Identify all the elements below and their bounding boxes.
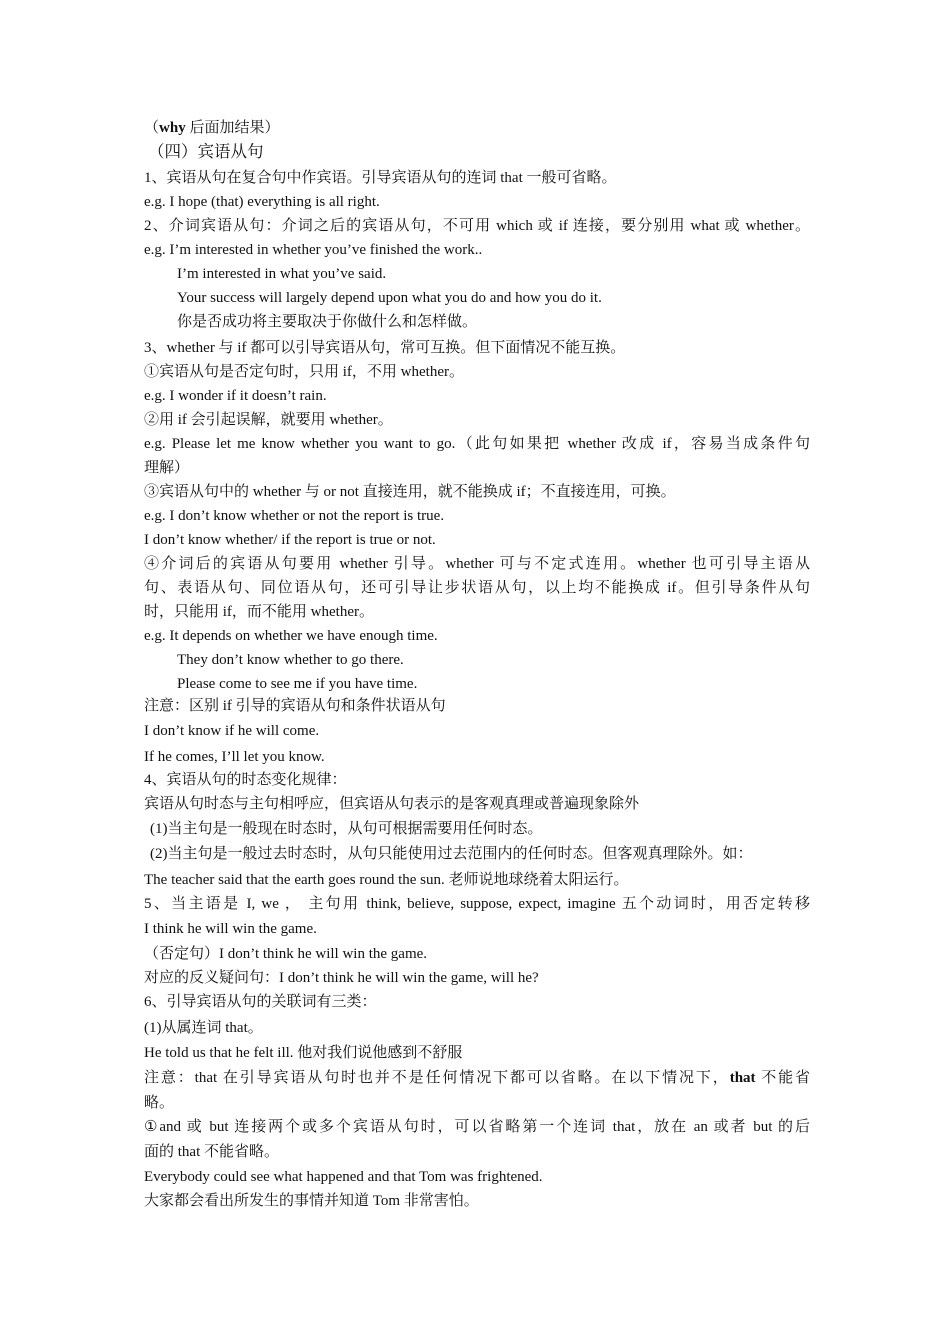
rule-line: ②用 if 会引起误解，就要用 whether。 [144,412,393,428]
example-line: e.g. Please let me know whether you want to go.（此句如果把 whether 改成 if，容易当成条件句 [144,436,810,452]
rule-line: ①宾语从句是否定句时，只用 if，不用 whether。 [144,364,464,380]
bold-why: why [159,120,186,136]
rule-line: ④介词后的宾语从句要用 whether 引导。whether 可与不定式连用。whether 也可引导主语从 [144,556,810,572]
rule-line: ①and 或 but 连接两个或多个宾语从句时，可以省略第一个连词 that，放在 an 或者 but 的后 [144,1119,810,1135]
note-prefix: 注意：that 在引导宾语从句时也并不是任何情况下都可以省略。在以下情况下， [144,1070,730,1086]
example-line: e.g. I don’t know whether or not the report is true. [144,508,445,524]
example-line: I don’t know if he will come. [144,723,320,739]
note-why-result: （why 后面加结果） [144,120,280,136]
example-line: 对应的反义疑问句：I don’t think he will win the game, will he? [144,970,539,986]
example-line: I’m interested in what you’ve said. [177,266,387,282]
paragraph-line: 略。 [144,1095,175,1111]
note-why-rest: 后面加结果） [185,120,280,136]
example-line: e.g. It depends on whether we have enough time. [144,628,438,644]
rule-line: (2)当主句是一般过去时态时，从句只能使用过去范围内的任何时态。但客观真理除外。如： [150,846,753,862]
paragraph-line: 句、表语从句、同位语从句，还可引导让步状语从句，以上均不能换成 if。但引导条件从句 [144,580,810,596]
example-line: They don’t know whether to go there. [177,652,404,668]
bold-that: that [729,1070,756,1086]
example-line: I think he will win the game. [144,921,317,937]
example-line: I don’t know whether/ if the report is true or not. [144,532,436,548]
example-line: Your success will largely depend upon what you do and how you do it. [177,290,602,306]
note-suffix: 不能省 [755,1070,810,1086]
example-line: Everybody could see what happened and that Tom was frightened. [144,1169,543,1185]
example-line: Please come to see me if you have time. [177,676,418,692]
example-line: If he comes, I’ll let you know. [144,749,325,765]
paragraph-line: 1、宾语从句在复合句中作宾语。引导宾语从句的连词 that 一般可省略。 [144,170,617,186]
paragraph-line: 面的 that 不能省略。 [144,1144,279,1160]
paragraph-line: 5、当主语是 I, we ， 主句用 think, believe, suppose, expect, imagine 五个动词时，用否定转移 [144,896,810,912]
paragraph-line: 3、whether 与 if 都可以引导宾语从句，常可互换。但下面情况不能互换。 [144,340,626,356]
example-line: （否定句）I don’t think he will win the game. [144,946,428,962]
rule-line: (1)从属连词 that。 [144,1020,263,1036]
translation-line: 你是否成功将主要取决于你做什么和怎样做。 [177,314,478,330]
example-line: e.g. I’m interested in whether you’ve finished the work.. [144,242,483,258]
example-line: He told us that he felt ill. 他对我们说他感到不舒服 [144,1045,463,1061]
note-line: 注意：区别 if 引导的宾语从句和条件状语从句 [144,698,446,714]
paragraph-line: 时，只能用 if，而不能用 whether。 [144,604,374,620]
example-line: e.g. I hope (that) everything is all right. [144,194,380,210]
example-line: e.g. I wonder if it doesn’t rain. [144,388,327,404]
example-line: The teacher said that the earth goes round the sun. 老师说地球绕着太阳运行。 [144,872,629,888]
rule-line: (1)当主句是一般现在时态时，从句可根据需要用任何时态。 [150,821,543,837]
rule-line: ③宾语从句中的 whether 与 or not 直接连用，就不能换成 if；不直接连用，可换。 [144,484,676,500]
translation-line: 大家都会看出所发生的事情并知道 Tom 非常害怕。 [144,1193,479,1209]
paragraph-line: 理解） [144,460,190,476]
section-heading: （四）宾语从句 [148,142,264,161]
paragraph-line: 宾语从句时态与主句相呼应，但宾语从句表示的是客观真理或普遍现象除外 [144,796,640,812]
paragraph-line: 4、宾语从句的时态变化规律： [144,772,347,788]
note-line [144,1068,810,1088]
paragraph-line: 6、引导宾语从句的关联词有三类： [144,994,377,1010]
paragraph-line: 2、介词宾语从句：介词之后的宾语从句，不可用 which 或 if 连接，要分别用 what 或 whether。 [144,218,810,234]
